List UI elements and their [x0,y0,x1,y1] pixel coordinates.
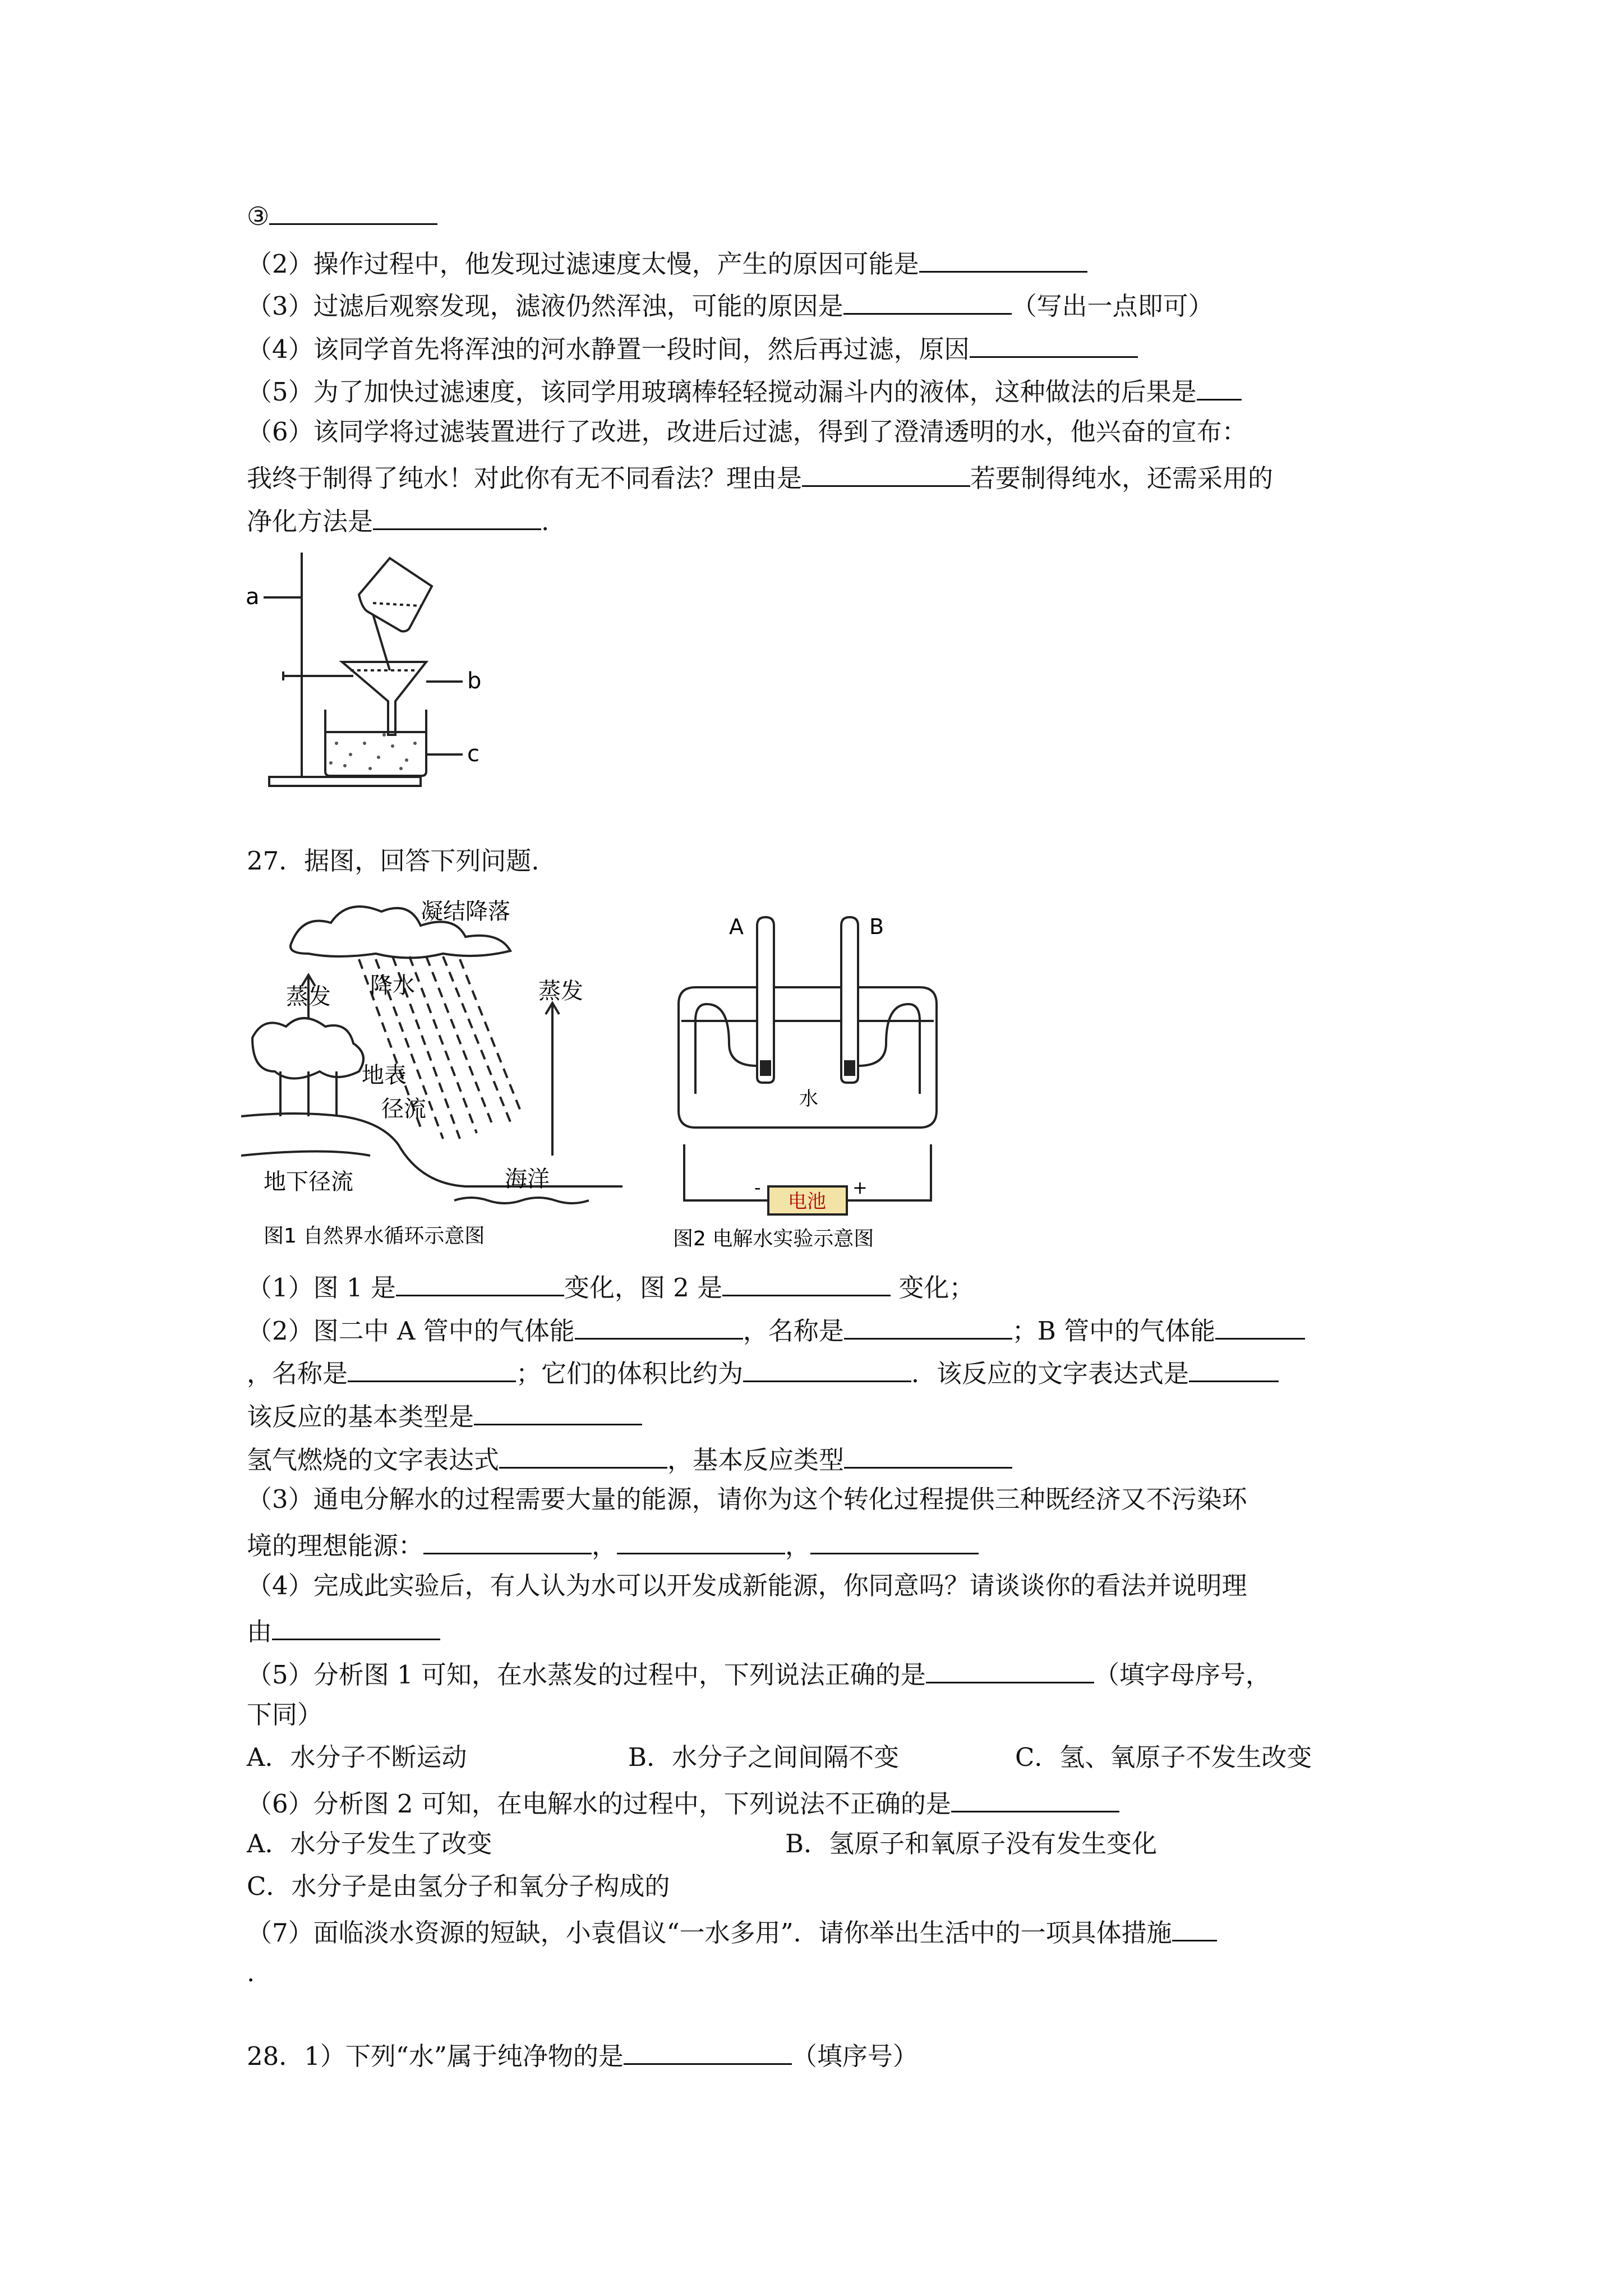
ocean-label: 海洋 [505,1166,550,1192]
q27-part-3: （3）通电分解水的过程需要大量的能源，请你为这个转化过程提供三种既经济又不污染环 [247,1484,1247,1514]
answer-blank[interactable] [926,1655,1094,1683]
question-3: （3）过滤后观察发现，滤液仍然浑浊，可能的原因是 （写出一点即可） [247,286,1214,323]
q27-part-7-end: . [247,1958,255,1987]
surface-label: 地表 [362,1062,407,1088]
q27-part-6-options [247,1827,1157,1861]
figure-1-caption: 图1 自然界水循环示意图 [264,1225,485,1248]
q27-part-5-line-2: 下同） [247,1700,323,1729]
q27-part-2-line-2: ，名称是 ；它们的体积比约为 ．该反应的文字表达式是 [247,1354,1279,1391]
option-b[interactable]: B．氢原子和氧原子没有发生变化 [785,1829,1158,1858]
question-2: （2）操作过程中，他发现过滤速度太慢，产生的原因可能是 [247,244,1087,281]
question-6-line-3: 净化方法是 . [247,501,549,539]
q27-part-6: （6）分析图 2 可知，在电解水的过程中，下列说法不正确的是 [247,1784,1119,1821]
groundwater-label: 地下径流 [264,1169,353,1195]
q27-part-3-line-2: 境的理想能源： ， ， [247,1526,979,1563]
option-b[interactable]: B．水分子之间间隔不变 [628,1742,900,1772]
q27-part-1: （1）图 1 是 变化，图 2 是 变化； [247,1268,974,1305]
q27-part-7: （7）面临淡水资源的短缺，小袁倡议“一水多用”．请你举出生活中的一项具体措施 [247,1913,1217,1950]
evaporation-left-label: 蒸发 [286,984,331,1010]
answer-blank[interactable] [423,1526,592,1554]
question-4: （4）该同学首先将浑浊的河水静置一段时间，然后再过滤，原因 [247,329,1138,366]
answer-blank[interactable] [743,1354,911,1382]
question-6: （6）该同学将过滤装置进行了改进，改进后过滤，得到了澄清透明的水，他兴奋的宣布： [247,417,1247,447]
q27-part-6-option-c [247,1870,670,1903]
battery-label: 电池 [788,1190,826,1213]
answer-blank[interactable] [1197,372,1242,401]
answer-blank[interactable] [919,244,1087,273]
q27-part-2-line-4: 氢气燃烧的文字表达式 ，基本反应类型 [247,1440,1012,1477]
answer-blank[interactable] [373,501,541,530]
q27-part-2: （2）图二中 A 管中的气体能 ，名称是 ；B 管中的气体能 [247,1311,1305,1348]
q27-part-5-options [247,1741,1312,1774]
q27-part-5: （5）分析图 1 可知，在水蒸发的过程中，下列说法正确的是 （填字母序号， [247,1655,1271,1692]
filtration-apparatus-figure [241,541,494,794]
option-c[interactable]: C．氢、氧原子不发生改变 [1015,1742,1312,1772]
answer-line-3: ③ [247,196,437,233]
question-6-line-2: 我终于制得了纯水！对此你有无不同看法？理由是 若要制得纯水，还需采用的 [247,458,1273,495]
label-b: b [467,668,482,694]
answer-blank[interactable] [951,1784,1119,1812]
answer-blank[interactable] [810,1526,979,1554]
condense-label: 凝结降落 [421,899,510,924]
q27-part-4: （4）完成此实验后，有人认为水可以开发成新能源，你同意吗？请谈谈你的看法并说明理 [247,1571,1247,1600]
answer-blank[interactable] [970,329,1138,358]
answer-blank[interactable] [1172,1913,1217,1941]
answer-blank[interactable] [844,1311,1012,1340]
runoff-label: 径流 [381,1096,426,1122]
electrolysis-figure [662,909,953,1257]
water-label: 水 [799,1088,818,1110]
water-cycle-figure [241,892,623,1257]
option-a[interactable]: A．水分子不断运动 [247,1742,467,1772]
figure-2-caption: 图2 电解水实验示意图 [673,1227,874,1250]
answer-blank[interactable] [617,1526,785,1554]
precipitation-label: 降水 [370,973,415,999]
question-28: 28．1）下列“水”属于纯净物的是 （填序号） [247,2036,918,2073]
answer-blank[interactable] [722,1268,891,1296]
answer-blank[interactable] [844,1440,1012,1469]
q27-part-2-line-3: 该反应的基本类型是 [247,1397,642,1434]
tube-b-label: B [869,914,884,939]
answer-blank[interactable] [575,1311,743,1340]
battery-plus: + [852,1177,868,1198]
answer-blank[interactable] [348,1354,516,1382]
question-27: 27．据图，回答下列问题. [247,846,540,876]
option-a[interactable]: A．水分子发生了改变 [247,1829,492,1858]
electrode-b [844,1060,855,1076]
label-c: c [467,741,479,767]
battery-minus: - [754,1177,761,1198]
answer-blank[interactable] [474,1397,642,1425]
electrode-a [760,1060,771,1076]
answer-blank[interactable] [396,1268,564,1296]
option-c[interactable]: C．水分子是由氢分子和氧分子构成的 [247,1871,670,1901]
tube-a-label: A [729,914,744,939]
label-a: a [246,584,260,610]
evaporation-right-label: 蒸发 [538,978,583,1004]
answer-blank[interactable] [843,286,1012,315]
answer-blank[interactable] [272,1612,440,1640]
answer-blank[interactable] [624,2036,792,2065]
answer-blank[interactable] [802,458,970,487]
answer-blank[interactable] [1189,1354,1279,1382]
question-5: （5）为了加快过滤速度，该同学用玻璃棒轻轻搅动漏斗内的液体，这种做法的后果是 [247,372,1242,409]
answer-blank[interactable] [269,196,437,225]
answer-blank[interactable] [1215,1311,1305,1340]
q27-part-4-line-2: 由 [247,1612,440,1649]
answer-blank[interactable] [499,1440,667,1469]
